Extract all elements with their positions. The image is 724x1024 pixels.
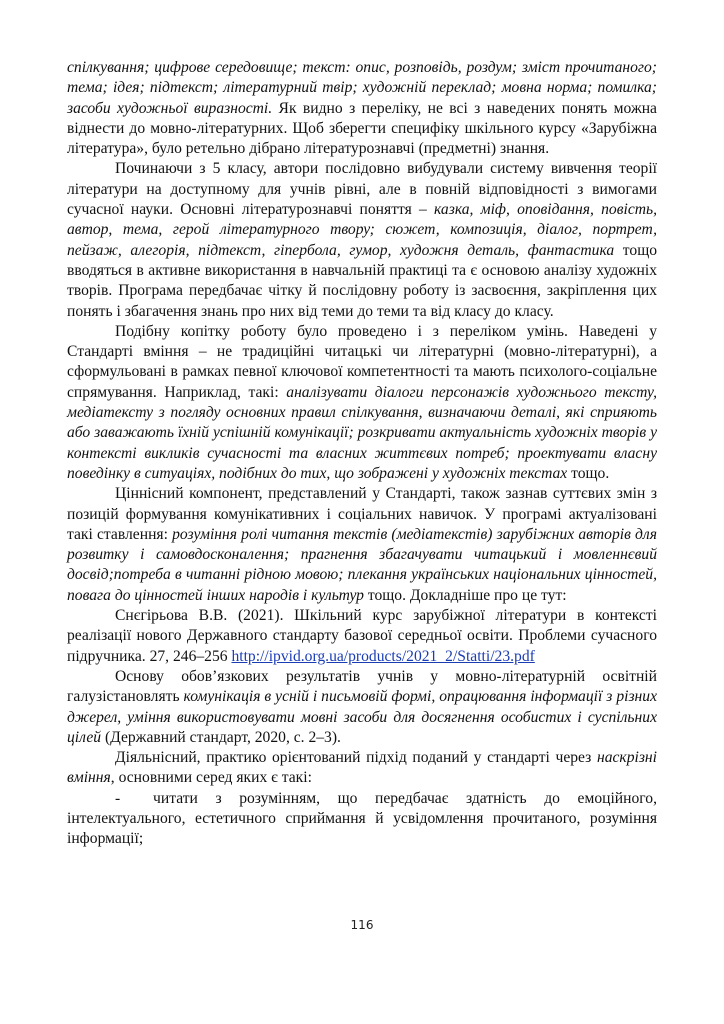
paragraph-skills xyxy=(67,322,657,484)
list-item-text: читати з розумінням, що передбачає здатність до емоційного, інтелектуального, естетичного сприймання й усвідомлення прочитаного, розуміння інформації; xyxy=(67,789,657,848)
reference-link[interactable]: http://ipvid.org.ua/products/2021_2/Statti/23.pdf xyxy=(231,647,535,665)
paragraph-text: , основними серед яких є такі: xyxy=(110,769,312,787)
paragraph-text: тощо. xyxy=(567,464,610,482)
paragraph-results xyxy=(67,667,657,748)
list-item xyxy=(67,789,657,850)
literary-terms-italic: казка, міф, оповідання, повість, автор, тема, герой літературного твору; сюжет, композиція, діалог, портрет, пейзаж, алегорія, підтекст, гіпербола, гумор, художня деталь, фантастика xyxy=(67,201,657,259)
reference-text: Снєгірьова В.В. (2021). Шкільний курс зарубіжної літератури в контексті реалізації нового Державного стандарту базової середньої освіти. Проблеми сучасного підручника. 27, 246–256 xyxy=(67,607,657,665)
paragraph-approach xyxy=(67,748,657,789)
paragraph-theory-system xyxy=(67,159,657,321)
page-number: 116 xyxy=(350,918,374,932)
paragraph-text: тощо вводяться в активне використання в навчальній практиці та є основою аналізу художніх творів. Програма передбачає чітку й послідовну роботу із засвоєння, закріплення цих понять і збагачення знань про них від теми до теми та від класу до класу. xyxy=(67,241,658,320)
concepts-italic: спілкування; цифрове середовище; текст: опис, розповідь, роздум; зміст прочитаного; тема; ідея; підтекст; літературний твір; художній переклад; мовна норма; помилка; засоби художньої виразності. xyxy=(67,59,657,117)
paragraph-concepts-list xyxy=(67,58,657,159)
cross-skills-italic: наскрізні вміння xyxy=(67,749,657,787)
paragraph-text: Починаючи з 5 класу, автори послідовно вибудували систему вивчення теорії літератури на доступному для учнів рівні, але в повній відповідності з вимогами сучасної науки. Основні літературознавчі поняття – xyxy=(67,160,657,219)
reference-citation xyxy=(67,606,657,667)
paragraph-text: Діяльнісний, практико орієнтований підхід поданий у стандарті через xyxy=(115,749,597,767)
paragraph-text: Ціннісний компонент, представлений у Стандарті, також зазнав суттєвих змін з позицій формування комунікативних і соціальних навичок. У програмі актуалізовані такі ставлення: xyxy=(67,485,657,543)
paragraph-values xyxy=(67,484,657,606)
results-italic: комунікація в усній і письмовій формі, опрацювання інформації з різних джерел, уміння використовувати мовні засоби для досягнення особистих і суспільних цілей xyxy=(67,688,657,746)
bullet-dash: - xyxy=(115,789,121,807)
paragraph-text: Основу обов’язкових результатів учнів у мовно-літературній освітній галузістановлять xyxy=(67,667,657,706)
paragraph-text: Як видно з переліку, не всі з наведених понять можна віднести до мовно-літературних. Щоб зберегти специфіку шкільного курсу «Зарубіжна література», було ретельно дібрано літературознавчі (предметні) знання. xyxy=(67,99,657,158)
values-italic: розуміння ролі читання текстів (медіатекстів) зарубіжних авторів для розвитку і самовдосконалення; прагнення збагачувати читацький і мовленнєвий досвід;потреба в читанні рідною мовою; плекання українських національних цінностей, повага до цінностей інших народів і культур xyxy=(67,525,657,604)
paragraph-text: (Державний стандарт, 2020, с. 2–3). xyxy=(101,728,341,746)
paragraph-text: Подібну копітку роботу було проведено і з переліком умінь. Наведені у Стандарті вміння – не традиційні читацькі чи літературні (мовно-літературні), а сформульовані в рамках певної ключової компетентності та мають психолого-соціальне спрямування. Наприклад, такі: xyxy=(67,322,657,401)
paragraph-text: тощо. Докладніше про це тут: xyxy=(363,586,567,604)
skills-italic: аналізувати діалоги персонажів художнього тексту, медіатексту з погляду основних правил спілкування, визначаючи деталі, які сприяють або заважають їхній успішній комунікації; розкривати актуальність художніх творів у контексті викликів сучасності та власних життєвих потреб; проектувати власну поведінку в ситуаціях, подібних до тих, що зображені у художніх текстах xyxy=(67,383,658,482)
page-body xyxy=(67,58,657,850)
